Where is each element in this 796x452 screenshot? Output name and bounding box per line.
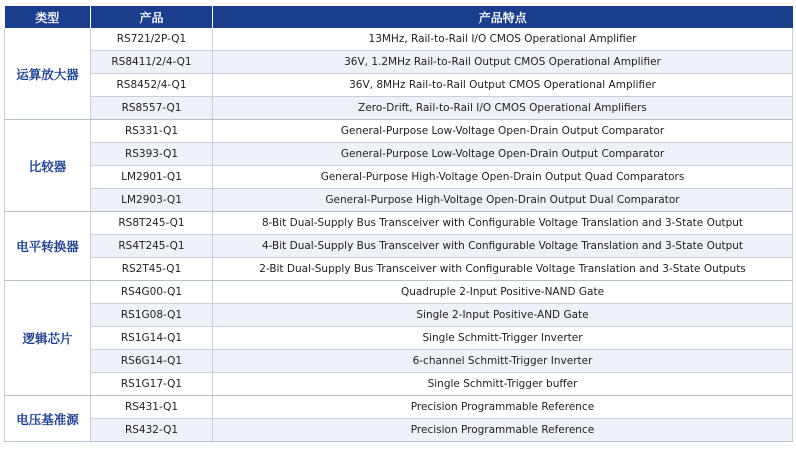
table-row: [5, 258, 793, 281]
feature-description-cell: 6-channel Schmitt-Trigger Inverter: [213, 350, 793, 373]
feature-description-cell: General-Purpose Low-Voltage Open-Drain Output Comparator: [213, 120, 793, 143]
feature-description-cell: Single Schmitt-Trigger Inverter: [213, 327, 793, 350]
table-row: [5, 189, 793, 212]
part-number-cell: RS1G14-Q1: [91, 327, 213, 350]
part-number-cell: RS8557-Q1: [91, 97, 213, 120]
part-number-cell: RS2T45-Q1: [91, 258, 213, 281]
category-cell: 电压基准源: [5, 396, 91, 442]
table-row: [5, 97, 793, 120]
product-table: [4, 6, 793, 442]
part-number-cell: RS6G14-Q1: [91, 350, 213, 373]
part-number-cell: RS4T245-Q1: [91, 235, 213, 258]
feature-description-cell: 36V, 1.2MHz Rail-to-Rail Output CMOS Operational Amplifier: [213, 51, 793, 74]
part-number-cell: RS8452/4-Q1: [91, 74, 213, 97]
header-row: [5, 6, 793, 28]
part-number-cell: RS1G17-Q1: [91, 373, 213, 396]
part-number-cell: RS8411/2/4-Q1: [91, 51, 213, 74]
header-type: 类型: [5, 6, 91, 28]
table-row: [5, 166, 793, 189]
category-cell: 运算放大器: [5, 28, 91, 120]
part-number-cell: LM2903-Q1: [91, 189, 213, 212]
table-row: [5, 28, 793, 51]
table-row: [5, 419, 793, 442]
feature-description-cell: 13MHz, Rail-to-Rail I/O CMOS Operational Amplifier: [213, 28, 793, 51]
table-row: [5, 143, 793, 166]
part-number-cell: RS1G08-Q1: [91, 304, 213, 327]
feature-description-cell: 4-Bit Dual-Supply Bus Transceiver with Configurable Voltage Translation and 3-State Output: [213, 235, 793, 258]
feature-description-cell: 8-Bit Dual-Supply Bus Transceiver with Configurable Voltage Translation and 3-State Output: [213, 212, 793, 235]
feature-description-cell: Single Schmitt-Trigger buffer: [213, 373, 793, 396]
table-row: [5, 51, 793, 74]
part-number-cell: LM2901-Q1: [91, 166, 213, 189]
part-number-cell: RS432-Q1: [91, 419, 213, 442]
table-row: [5, 212, 793, 235]
category-cell: 逻辑芯片: [5, 281, 91, 396]
table-row: [5, 235, 793, 258]
table-row: [5, 281, 793, 304]
feature-description-cell: General-Purpose Low-Voltage Open-Drain Output Comparator: [213, 143, 793, 166]
table-row: [5, 327, 793, 350]
category-cell: 比较器: [5, 120, 91, 212]
part-number-cell: RS8T245-Q1: [91, 212, 213, 235]
part-number-cell: RS431-Q1: [91, 396, 213, 419]
part-number-cell: RS331-Q1: [91, 120, 213, 143]
header-features: 产品特点: [213, 6, 793, 28]
part-number-cell: RS393-Q1: [91, 143, 213, 166]
feature-description-cell: Precision Programmable Reference: [213, 419, 793, 442]
feature-description-cell: 2-Bit Dual-Supply Bus Transceiver with Configurable Voltage Translation and 3-State Outputs: [213, 258, 793, 281]
part-number-cell: RS4G00-Q1: [91, 281, 213, 304]
feature-description-cell: General-Purpose High-Voltage Open-Drain Output Dual Comparator: [213, 189, 793, 212]
feature-description-cell: General-Purpose High-Voltage Open-Drain Output Quad Comparators: [213, 166, 793, 189]
table-body: [5, 28, 793, 442]
header-product: 产品: [91, 6, 213, 28]
table-row: [5, 350, 793, 373]
table-row: [5, 373, 793, 396]
feature-description-cell: 36V, 8MHz Rail-to-Rail Output CMOS Operational Amplifier: [213, 74, 793, 97]
product-table-container: [4, 6, 792, 442]
category-cell: 电平转换器: [5, 212, 91, 281]
table-row: [5, 304, 793, 327]
feature-description-cell: Zero-Drift, Rail-to-Rail I/O CMOS Operational Amplifiers: [213, 97, 793, 120]
feature-description-cell: Quadruple 2-Input Positive-NAND Gate: [213, 281, 793, 304]
table-row: [5, 74, 793, 97]
feature-description-cell: Precision Programmable Reference: [213, 396, 793, 419]
table-header: [5, 6, 793, 28]
table-row: [5, 120, 793, 143]
part-number-cell: RS721/2P-Q1: [91, 28, 213, 51]
table-row: [5, 396, 793, 419]
feature-description-cell: Single 2-Input Positive-AND Gate: [213, 304, 793, 327]
